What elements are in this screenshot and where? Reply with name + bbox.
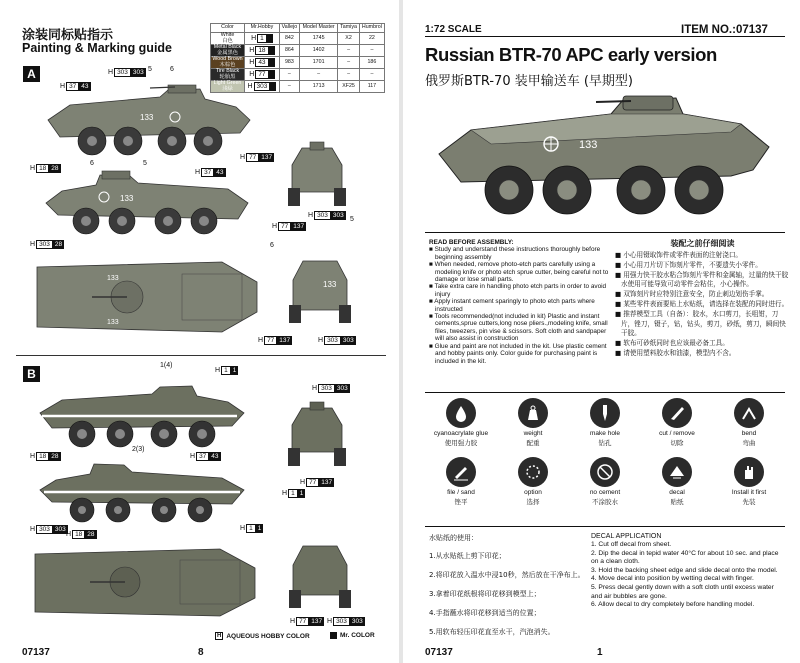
callout-b10: H 77 137 (290, 618, 323, 625)
page-number-right: 1 (597, 647, 603, 658)
vallejo-cell: 864 (279, 45, 299, 57)
symbol-label-en: decal (669, 489, 685, 496)
read-rule (425, 232, 785, 233)
read-before-item: ■ Glue and paint are not included in the kit. Use plastic cement and hobby paints only. Color guide for purchasing paint is included in the kit. (429, 342, 607, 365)
btr70-side-view-b1 (32, 378, 257, 453)
humbrol-cell: 186 (359, 57, 384, 69)
section-a-label: A (23, 66, 40, 82)
legend-aqueous: H AQUEOUS HOBBY COLOR (217, 632, 310, 640)
section-divider (16, 355, 386, 356)
tamiya-cell: – (338, 69, 360, 81)
guide-title-en: Painting & Marking guide (22, 41, 173, 55)
callout-a7: H 77 137 (272, 223, 305, 230)
color-name-cell: Light Green 浅绿 (211, 81, 245, 93)
symbol-label-cn: 配重 (526, 438, 540, 447)
decal-en-step: 1. Cut off decal from sheet. (591, 541, 672, 548)
symbol-cut-remove (641, 398, 713, 447)
decal-rule (425, 526, 785, 527)
product-title-cn: 俄罗斯BTR-70 装甲输送车 (早期型) (425, 74, 634, 89)
read-before-item: ■ Study and understand these instructions thoroughly before beginning assembly (429, 246, 601, 261)
tamiya-cell: XF25 (338, 81, 360, 93)
symbol-label-en: option (524, 489, 542, 496)
read-before-cn-title: 装配之前仔细阅读 (670, 239, 735, 248)
color-table-header: Tamiya (338, 24, 360, 33)
symbol-label-en: no cement (589, 489, 621, 496)
btr70-side-view-b2 (32, 458, 257, 528)
symbol-make-hole (569, 398, 641, 447)
model-master-cell: 1713 (300, 81, 338, 93)
callout-a5: H 77 137 (240, 154, 273, 161)
bend-icon (734, 398, 764, 428)
model-master-cell: 1701 (300, 57, 338, 69)
color-table-header: Mr.Hobby (245, 24, 280, 33)
symbol-weight (497, 398, 569, 447)
part-number-6a: 6 (170, 66, 174, 73)
part-number-1-4: 1(4) (160, 362, 173, 369)
decal-cn-step: 2.将印花放入温水中浸10秒，然后放在干净布上。 (429, 571, 585, 579)
callout-b7: H 303 303 (30, 526, 66, 533)
option-icon (518, 457, 548, 487)
callout-b2: H 303 303 (312, 385, 348, 392)
symbol-label-cn: 使用强力胶 (444, 438, 478, 447)
decal-en-step: 3. Hold the backing sheet edge and slide decal onto the model. (591, 566, 778, 574)
color-table-header: Vallejo (279, 24, 299, 33)
callout-b5: H 1 1 (282, 490, 304, 497)
hobby-code-cell: H 18 (245, 45, 280, 57)
product-title-en: Russian BTR-70 APC early version (425, 44, 717, 65)
page-number-left: 8 (198, 647, 204, 658)
cyanoacrylate-glue-icon (446, 398, 476, 428)
read-before-item: ■ Take extra care in handling photo etch parts in order to avoid injury (429, 283, 607, 298)
color-table-header: Color (211, 24, 245, 33)
no-cement-icon (590, 457, 620, 487)
cut-remove-icon (662, 398, 692, 428)
part-number-6b: 6 (90, 160, 94, 167)
callout-a4: H 37 43 (195, 169, 224, 176)
decal-en-step: 6. Allow decal to dry completely before handling model. (591, 601, 755, 609)
humbrol-cell: 22 (359, 33, 384, 45)
symbol-cyanoacrylate-glue (425, 398, 497, 447)
symbol-label-cn: 钻孔 (598, 438, 612, 447)
btr70-rear-view-b (285, 540, 355, 615)
symbol-label-en: make hole (590, 430, 620, 437)
hero-hull-number: 133 (579, 139, 598, 151)
symbol-label-cn: 贴纸 (670, 497, 684, 506)
symbol-label-cn: 锉平 (454, 497, 468, 506)
guide-title-cn: 涂装同标贴指示 (22, 28, 114, 43)
vallejo-cell: – (279, 81, 299, 93)
tamiya-cell: – (338, 57, 360, 69)
humbrol-cell: – (359, 45, 384, 57)
symbol-label-en: file / sand (447, 489, 475, 496)
instruction-cover-page (403, 0, 800, 663)
symbol-label-en: cut / remove (659, 430, 695, 437)
decal-en-step: 2. Dip the decal in tepid water 40°C for about 10 sec. and place on a clean cloth. (591, 549, 779, 566)
decal-en-step: 4. Move decal into position by wetting decal with finger. (591, 575, 754, 583)
symbol-decal (641, 457, 713, 506)
symbol-no-cement (569, 457, 641, 506)
symbol-install-first (713, 457, 785, 506)
read-before-cn-item: ■ 推荐模型工具（自备）：胶水，水口剪刀，长咀钳，刀片，锉刀，镊子，钻，钻头，剪刀，砂纸，剪刀，瞬间快干胶。 (615, 309, 786, 338)
legend-mr-color: Mr. COLOR (330, 632, 375, 639)
callout-a6: H 303 303 (308, 212, 344, 219)
btr70-hero-illustration (431, 92, 776, 224)
symbol-label-en: cyanoacrylate glue (433, 430, 489, 437)
color-table-row (211, 33, 385, 45)
tamiya-cell: – (338, 45, 360, 57)
scale-label: 1:72 SCALE (425, 24, 482, 35)
btr70-rear-view-a (285, 255, 355, 330)
read-before-assembly (429, 239, 614, 365)
callout-a1: H 303 303 (108, 69, 144, 76)
hull-number-a1: 133 (140, 113, 154, 122)
file-sand-icon (446, 457, 476, 487)
decal-en-step: 5. Press decal gently down with a soft cloth until excess water and air bubbles are gone. (591, 583, 774, 600)
hobby-code-cell: H 77 (245, 69, 280, 81)
model-master-cell: 1402 (300, 45, 338, 57)
read-before-item: ■ Apply instant cement sparingly to photo etch parts where instructed (429, 298, 595, 313)
symbol-label-cn: 弯曲 (742, 438, 756, 447)
color-name-cell: Metal Black 金属黑色 (211, 45, 245, 57)
read-before-cn (615, 238, 790, 359)
callout-a3: H 18 28 (30, 165, 59, 172)
btr70-top-view-a (32, 252, 272, 342)
read-before-cn-item: ■ 请使用塑料胶水和油漆，模型内不含。 (615, 348, 736, 357)
color-name-cell: Tire Black 轮胎黑 (211, 69, 245, 81)
callout-a2: H 37 43 (60, 83, 89, 90)
hull-number-rear-a: 133 (323, 280, 337, 289)
symbol-label-cn: 切除 (670, 438, 684, 447)
humbrol-cell: 117 (359, 81, 384, 93)
callout-b6: H 77 137 (300, 479, 333, 486)
read-before-item: ■ When needed, remove photo-etch parts carefully using a modeling knife or photo etch sprue cutter, being careful not to damage or lose small parts. (429, 261, 609, 284)
callout-b4: H 37 43 (190, 453, 219, 460)
callout-b3: H 18 28 (30, 453, 59, 460)
item-number: ITEM NO.:07137 (681, 24, 768, 36)
hobby-code-cell: H 43 (245, 57, 280, 69)
callout-a8: H 303 28 (30, 241, 63, 248)
symbol-file-sand (425, 457, 497, 506)
read-before-item: ■ Tools recommended(not included in kit) Plastic and instant cements,sprue cutters,long nose pliers.,modeling knife, small files, tweezers, pin vise & scissors. Soft cloth and sandpaper will also assist in construction (429, 313, 608, 343)
part-number-2-3: 2(3) (132, 446, 145, 453)
symbol-label-cn: 先装 (742, 497, 756, 506)
symbol-label-en: bend (741, 430, 757, 437)
footer-code-left: 07137 (22, 647, 50, 658)
callout-b11: H 303 303 (327, 618, 363, 625)
make-hole-icon (590, 398, 620, 428)
decal-instructions-en (591, 533, 786, 610)
read-before-cn-item: ■ 小心用镊取饰件或零件表面的注射浇口。 (615, 251, 743, 259)
symbol-label-cn: 不涂胶水 (592, 497, 618, 506)
btr70-top-view-b (30, 540, 270, 625)
vallejo-cell: 842 (279, 33, 299, 45)
read-before-cn-item: ■ 用强力快干胶水粘合饰刻片零件和金属轴，过量的快干胶水使用可能导致可动零件会粘住，小心操作。 (615, 270, 789, 289)
decal-instructions-cn (429, 533, 609, 642)
header-rule (425, 36, 785, 37)
footer-code-right: 07137 (425, 647, 453, 658)
model-master-cell: 1745 (300, 33, 338, 45)
callout-b8: H 18 28 (66, 531, 95, 538)
weight-icon (518, 398, 548, 428)
decal-en-title: DECAL APPLICATION (591, 533, 662, 540)
hull-number-top-a1: 133 (107, 275, 119, 282)
symbol-label-en: Install it first (731, 489, 767, 496)
color-table-row (211, 57, 385, 69)
part-number-5a: 5 (148, 66, 152, 73)
callout-a10: H 303 303 (318, 337, 354, 344)
read-before-cn-item: ■ 某些零件表面要贴上水贴纸，请选择在装配的同时进行。 (615, 299, 789, 308)
section-b-label: B (23, 366, 40, 382)
decal-cn-step: 3.拿着印花纸根将印花移到模型上； (429, 590, 541, 598)
part-number-6c: 6 (270, 242, 274, 249)
read-before-title: READ BEFORE ASSEMBLY: (429, 239, 514, 246)
install-first-icon (734, 457, 764, 487)
hull-number-a2: 133 (120, 194, 134, 203)
decal-cn-step: 1.从水贴纸上剪下印花； (429, 552, 506, 560)
color-table-header: Humbrol (359, 24, 384, 33)
read-before-cn-item: ■ 双饰刻片时应特别注意安全，防止刺边划伤手掌。 (615, 290, 769, 299)
read-before-cn-item: ■ 软布可砂纸同时也应该最必备工具。 (615, 339, 729, 348)
hobby-code-cell: H 1 (245, 33, 280, 45)
decal-cn-step: 5.用软布轻压印花直至水干，汽泡消失。 (429, 628, 555, 636)
callout-a9: H 77 137 (258, 337, 291, 344)
hobby-code-cell: H 303 (245, 81, 280, 93)
symbol-label-cn: 选择 (526, 497, 540, 506)
humbrol-cell: – (359, 69, 384, 81)
vallejo-cell: – (279, 69, 299, 81)
read-before-cn-item: ■ 小心用刀片切下饰刻片零件，不要遗失小零件。 (615, 260, 762, 269)
part-number-5c: 5 (350, 216, 354, 223)
symbol-label-en: weight (523, 430, 543, 437)
color-name-cell: Wood Brown 木棕色 (212, 56, 243, 68)
btr70-front-view-b (282, 400, 352, 470)
color-table-header: Model Master (300, 24, 338, 33)
icons-rule (425, 392, 785, 393)
symbol-bend (713, 398, 785, 447)
symbol-legend (425, 398, 785, 506)
model-master-cell: – (300, 69, 338, 81)
vallejo-cell: 983 (279, 57, 299, 69)
callout-b1: H 1 1 (215, 367, 237, 374)
tamiya-cell: X2 (338, 33, 360, 45)
color-name-cell: White 白色 (211, 33, 245, 45)
btr70-front-view-a (282, 140, 352, 210)
decal-cn-step: 4.手指蘸水将印花移到适当的位置； (429, 609, 541, 617)
part-number-5b: 5 (143, 160, 147, 167)
decal-cn-title: 水贴纸的使用： (429, 534, 478, 542)
decal-icon (662, 457, 692, 487)
symbol-option (497, 457, 569, 506)
color-table-row (211, 45, 385, 57)
callout-b9: H 1 1 (240, 525, 262, 532)
hull-number-top-a2: 133 (107, 319, 119, 326)
